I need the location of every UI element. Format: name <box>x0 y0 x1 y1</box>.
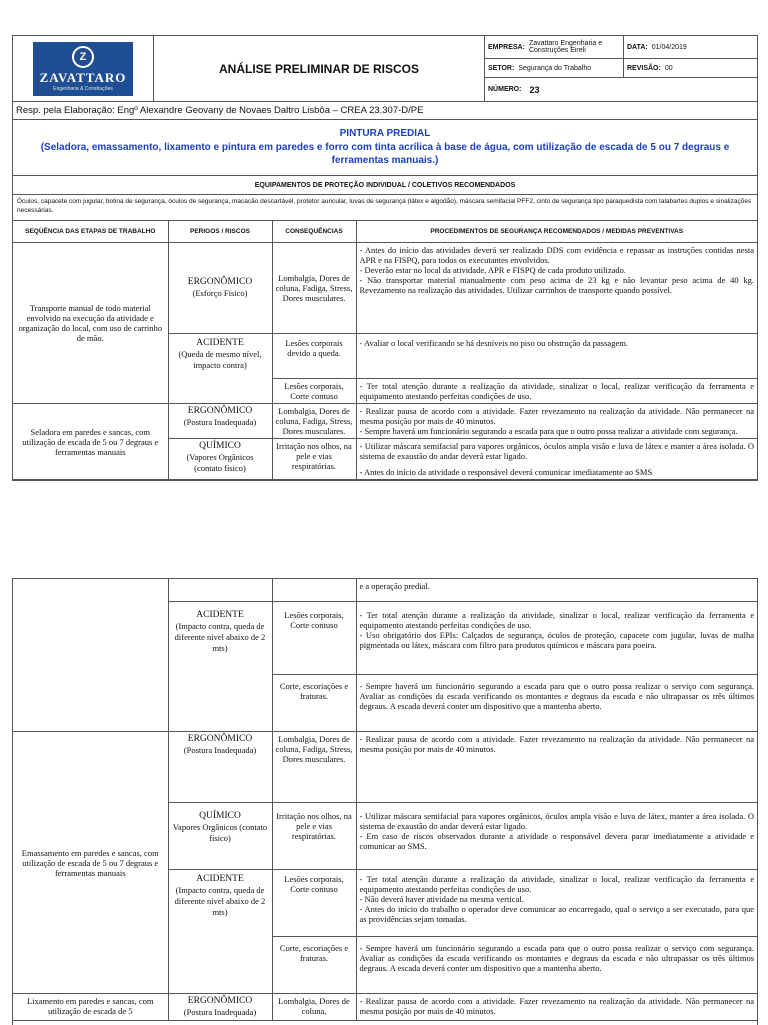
risk-quimico <box>168 439 272 480</box>
procedures <box>356 379 757 404</box>
procedure-item: - Não deverá haver atividade na mesma vertical. <box>359 894 524 904</box>
etapa-lixamento: Lixamento em paredes e sancas, com utilização de escada de 5 <box>13 994 168 1021</box>
risk-label: QUÍMICO <box>199 811 241 821</box>
responsible-line: Resp. pela Elaboração: Engº Alexandre Geovany de Novaes Daltro Lisbôa – CREA 23.307-D/PE <box>13 102 757 120</box>
procedures <box>356 732 757 803</box>
table-row <box>13 404 757 439</box>
company-logo <box>33 42 133 96</box>
procedure-item: e a operação predial. <box>359 581 430 591</box>
risk-detail: (Impacto contra, queda de diferente nível abaixo de 2 mts) <box>174 885 266 917</box>
procedures <box>356 994 757 1021</box>
setor-field <box>485 59 624 78</box>
procedure-item: - Ter total atenção durante a realização da atividade, sinalizar o local, realizar verificação da ferramenta e equipamento atestando perfeitas condições de uso. <box>359 381 754 401</box>
procedure-item: - Ter total atenção durante a realização da atividade, sinalizar o local, realizar verificação da ferramenta e equipamento atestando perfeitas condições de uso. <box>359 874 754 894</box>
procedures <box>356 334 757 379</box>
risk-label: ERGONÔMICO <box>187 734 253 744</box>
epi-text: Óculos, capacete com jugular, botina de segurança, óculos de segurança, macacão descartável, protetor auricular, luvas de segurança (látex e algodão), máscara semifacial PFF2, cinto de segurança tipo paraquedista com talabartes duplos e sinalizações necessárias. <box>13 195 757 221</box>
etapa-transporte: Transporte manual de todo material envolvido na execução da atividade e organização do local, com uso de carrinho de mão. <box>13 243 168 404</box>
risk-ergonomico <box>168 243 272 334</box>
risk-detail: (Impacto contra, queda de diferente nível abaixo de 2 mts) <box>174 621 266 653</box>
risk-label: QUÍMICO <box>199 441 241 451</box>
numero-value: 23 <box>529 84 540 95</box>
document-header <box>13 36 757 102</box>
consequence: Lesões corporais, Corte contuso <box>272 870 356 937</box>
etapa-continuation <box>13 579 168 732</box>
revisao-field <box>624 59 757 78</box>
risk-detail: (Postura Inadequada) <box>183 417 257 427</box>
document-meta <box>485 36 757 101</box>
procedure-item: - Realizar pausa de acordo com a atividade. Fazer revezamento na realização da atividade. Não permanecer na mesma posição por mais de 40 minutos. <box>359 996 754 1016</box>
risk-detail: (Postura Inadequada) <box>183 1007 257 1017</box>
risk-detail: (Esforço Físico) <box>192 288 248 298</box>
consequence-empty <box>272 579 356 602</box>
consequence: Lombalgia, Dores de coluna, Fadiga, Stress, Dores musculares. <box>272 732 356 803</box>
risk-ergonomico <box>168 404 272 439</box>
risk-label: ACIDENTE <box>196 874 244 884</box>
procedure-item: - Sempre haverá um funcionário segurando a escada para que o outro possa realizar a atividade com segurança. <box>359 426 738 436</box>
logo-z-icon: Z <box>72 46 94 68</box>
col-procedimentos: PROCEDIMENTOS DE SEGURANÇA RECOMENDADOS / MEDIDAS PREVENTIVAS <box>356 221 757 243</box>
risk-detail: (Vapores Orgânicos (contato físico) <box>186 452 254 473</box>
procedure-item: - Utilizar máscara semifacial para vapores orgânicos, óculos ampla visão e luva de látex e manter a área isolada. O sistema de exaustão do andar deverá estar ligado. <box>359 441 754 461</box>
procedure-item: - Uso obrigatório dos EPIs: Calçados de segurança, óculos de proteção, capacete com jugular, luvas de malha pigmentada ou látex, máscara com filtro para produtos químicos e máscara para poeira. <box>359 630 754 650</box>
consequence: Irritação nos olhos, na pele e vias respiratórias. <box>272 803 356 870</box>
procedure-item: - Deverão estar no local da atividade, APR e FISPQ de cada produto utilizado. <box>359 265 626 275</box>
procedure-item: - Não transportar material manualmente com peso acima de 23 kg e não levantar peso acima de 40 kg. Revezamento na realização das atividades. Utilizar carrinhos de transporte quando possível. <box>359 275 754 295</box>
numero-label: NÚMERO: <box>488 86 522 93</box>
consequence: Corte, escoriações e fraturas. <box>272 937 356 994</box>
activity-title: PINTURA PREDIAL <box>339 128 431 139</box>
empresa-value: Zavattaro Engenharia e Construções Eireli <box>528 40 603 54</box>
empresa-field <box>485 36 624 59</box>
risk-table-page-1 <box>13 221 757 480</box>
consequence: Lombalgia, Dores de coluna, Fadiga, Stress, Dores musculares. <box>272 404 356 439</box>
risk-table-page-2 <box>13 579 757 1021</box>
numero-field <box>485 78 757 101</box>
procedure-item: - Ter total atenção durante a realização da atividade, sinalizar o local, realizar verificação da ferramenta e equipamento atestando perfeitas condições de uso. <box>359 610 754 630</box>
procedure-item: - Em caso de riscos observados durante a atividade o responsável devera parar imediatamente a atividade e comunicar ao SMS. <box>359 831 754 851</box>
data-value: 01/04/2019 <box>651 43 687 51</box>
consequence: Corte, escoriações e fraturas. <box>272 675 356 732</box>
setor-label: SETOR: <box>488 64 515 72</box>
procedure-item: - Realizar pausa de acordo com a atividade. Fazer revezamento na realização da atividade. Não permanecer na mesma posição por mais de 40 minutos. <box>359 734 754 754</box>
procedure-item: - Realizar pausa de acordo com a atividade. Fazer revezamento na realização da atividade. Não permanecer na mesma posição por mais de 40 minutos. <box>359 406 754 426</box>
procedures <box>356 937 757 994</box>
procedures <box>356 602 757 675</box>
procedure-item: - Sempre haverá um funcionário segurando a escada para que o outro possa realizar o serviço com segurança. Avaliar as condições da escada verificando os montantes e degraus da escada e não ultrapassar os três últimos degraus. A escada deverá conter um dispositivo que a mantenha aberto. <box>359 943 754 973</box>
risk-quimico <box>168 803 272 870</box>
apr-page-2 <box>12 578 758 1025</box>
procedures <box>356 243 757 334</box>
etapa-emassamento: Emassamento em paredes e sancas, com utilização de escada de 5 ou 7 degraus e ferramentas manuais <box>13 732 168 994</box>
risk-detail: (Queda de mesmo nível, impacto contra) <box>178 349 262 370</box>
apr-page-1 <box>12 35 758 481</box>
table-row <box>13 243 757 334</box>
consequence: Lesões corporais devido a queda. <box>272 334 356 379</box>
procedures <box>356 675 757 732</box>
activity-description: (Seladora, emassamento, lixamento e pintura em paredes e forro com tinta acrílica à base de água, com utilização de escada de 5 ou 7 degraus e ferramentas manuais.) <box>40 142 730 166</box>
logo-cell <box>13 36 154 101</box>
consequence: Lombalgia, Dores de coluna, <box>272 994 356 1021</box>
risk-acidente <box>168 870 272 994</box>
table-header-row <box>13 221 757 243</box>
risk-acidente <box>168 602 272 732</box>
consequence: Lombalgia, Dores de coluna, Fadiga, Stress, Dores musculares. <box>272 243 356 334</box>
procedures <box>356 404 757 439</box>
table-row <box>13 579 757 602</box>
risk-detail: Vapores Orgânicos (contato físico) <box>172 822 268 843</box>
table-row <box>13 994 757 1021</box>
empresa-label: EMPRESA: <box>488 43 525 51</box>
risk-ergonomico <box>168 994 272 1021</box>
procedures <box>356 439 757 480</box>
col-consequencias: CONSEQUÊNCIAS <box>272 221 356 243</box>
risk-ergonomico <box>168 732 272 803</box>
table-row <box>13 732 757 803</box>
activity-block <box>13 120 757 176</box>
consequence: Lesões corporais, Corte contuso <box>272 379 356 404</box>
procedure-item: - Utilizar máscara semifacial para vapores orgânicos, óculos ampla visão e luva de látex, manter a área isolada. O sistema de exaustão do andar deverá estar ligado. <box>359 811 754 831</box>
procedures <box>356 803 757 870</box>
data-field <box>624 36 757 59</box>
col-perigos: PERIGOS / RISCOS <box>168 221 272 243</box>
procedures <box>356 579 757 602</box>
risk-label: ERGONÔMICO <box>187 996 253 1006</box>
etapa-seladora: Seladora em paredes e sancas, com utilização de escada de 5 ou 7 degraus e ferramentas manuais <box>13 404 168 480</box>
consequence: Lesões corporais, Corte contuso <box>272 602 356 675</box>
risk-label: ERGONÔMICO <box>187 406 253 416</box>
procedure-item: - Sempre haverá um funcionário segurando a escada para que o outro possa realizar o serviço com segurança. Avaliar as condições da escada verificando os montantes e degraus da escada e não ultrapassar os três últimos degraus. A escada deverá conter um dispositivo que a mantenha aberto. <box>359 681 754 711</box>
procedure-item: - Antes do início da atividade o responsável deverá comunicar imediatamente ao SMS <box>359 467 653 477</box>
risk-empty <box>168 579 272 602</box>
risk-label: ACIDENTE <box>196 610 244 620</box>
risk-label: ERGONÔMICO <box>187 277 253 287</box>
risk-acidente <box>168 334 272 404</box>
risk-detail: (Postura Inadequada) <box>183 745 257 755</box>
consequence: Irritação nos olhos, na pele e vias respiratórias. <box>272 439 356 480</box>
procedures <box>356 870 757 937</box>
document-title: ANÁLISE PRELIMINAR DE RISCOS <box>154 36 485 101</box>
risk-label: ACIDENTE <box>196 338 244 348</box>
setor-value: Segurança do Trabalho <box>518 64 592 72</box>
procedure-item: - Avaliar o local verificando se há desníveis no piso ou obstrução da passagem. <box>359 338 628 348</box>
revisao-value: 00 <box>664 64 673 72</box>
col-etapas: SEQÜÊNCIA DAS ETAPAS DE TRABALHO <box>13 221 168 243</box>
data-label: DATA: <box>627 43 648 51</box>
procedure-item: - Antes do início das atividades deverá ser realizado DDS com evidência e repassar as instruções contidas nesta APR e na FISPQ, para todos os executantes envolvidos. <box>359 245 754 265</box>
logo-name: ZAVATTARO <box>39 69 127 85</box>
procedure-item: - Antes do início do trabalho o operador deve comunicar ao encarregado, qual o serviço a ser executado, para que as providências sejam tomadas. <box>359 904 754 924</box>
epi-heading: EQUIPAMENTOS DE PROTEÇÃO INDIVIDUAL / COLETIVOS RECOMENDADOS <box>13 176 757 195</box>
revisao-label: REVISÃO: <box>627 64 661 72</box>
logo-subtitle: Engenharia & Construções <box>53 85 113 92</box>
